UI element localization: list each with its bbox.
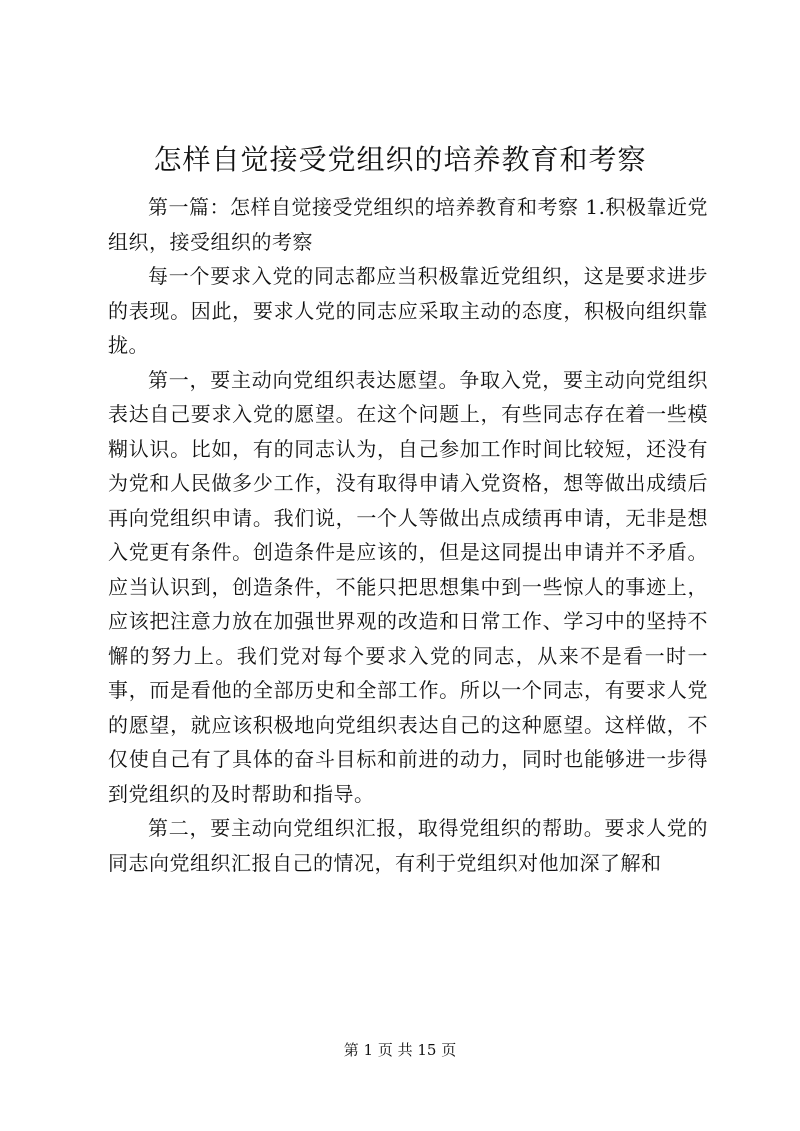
paragraph-3: 第一，要主动向党组织表达愿望。争取入党，要主动向党组织表达自己要求入党的愿望。在这个问题上，有些同志存在着一些模糊认识。比如，有的同志认为，自己参加工作时间比较短，还没有为党和人民做多少工作，没有取得申请入党资格，想等做出成绩后再向党组织申请。我们说，一个人等做出点成绩再申请，无非是想入党更有条件。创造条件是应该的，但是这同提出申请并不矛盾。应当认识到，创造条件，不能只把思想集中到一些惊人的事迹上，应该把注意力放在加强世界观的改造和日常工作、学习中的坚持不懈的努力上。我们党对每个要求入党的同志，从来不是看一时一事，而是看他的全部历史和全部工作。所以一个同志，有要求人党的愿望，就应该积极地向党组织表达自己的这种愿望。这样做，不仅使自己有了具体的奋斗目标和前进的动力，同时也能够进一步得到党组织的及时帮助和指导。 — [108, 367, 708, 806]
paragraph-4: 第二，要主动向党组织汇报，取得党组织的帮助。要求人党的同志向党组织汇报自己的情况，有利于党组织对他加深了解和 — [108, 816, 708, 875]
page-number-footer: 第 1 页 共 15 页 — [343, 1041, 457, 1059]
page-title: 怎样自觉接受党组织的培养教育和考察 — [153, 143, 647, 176]
document-body — [108, 190, 708, 880]
paragraph-2: 每一个要求入党的同志都应当积极靠近党组织，这是要求进步的表现。因此，要求人党的同志应采取主动的态度，积极向组织靠拢。 — [108, 264, 708, 357]
paragraph-1: 第一篇：怎样自觉接受党组织的培养教育和考察 1.积极靠近党组织，接受组织的考察 — [108, 195, 708, 254]
